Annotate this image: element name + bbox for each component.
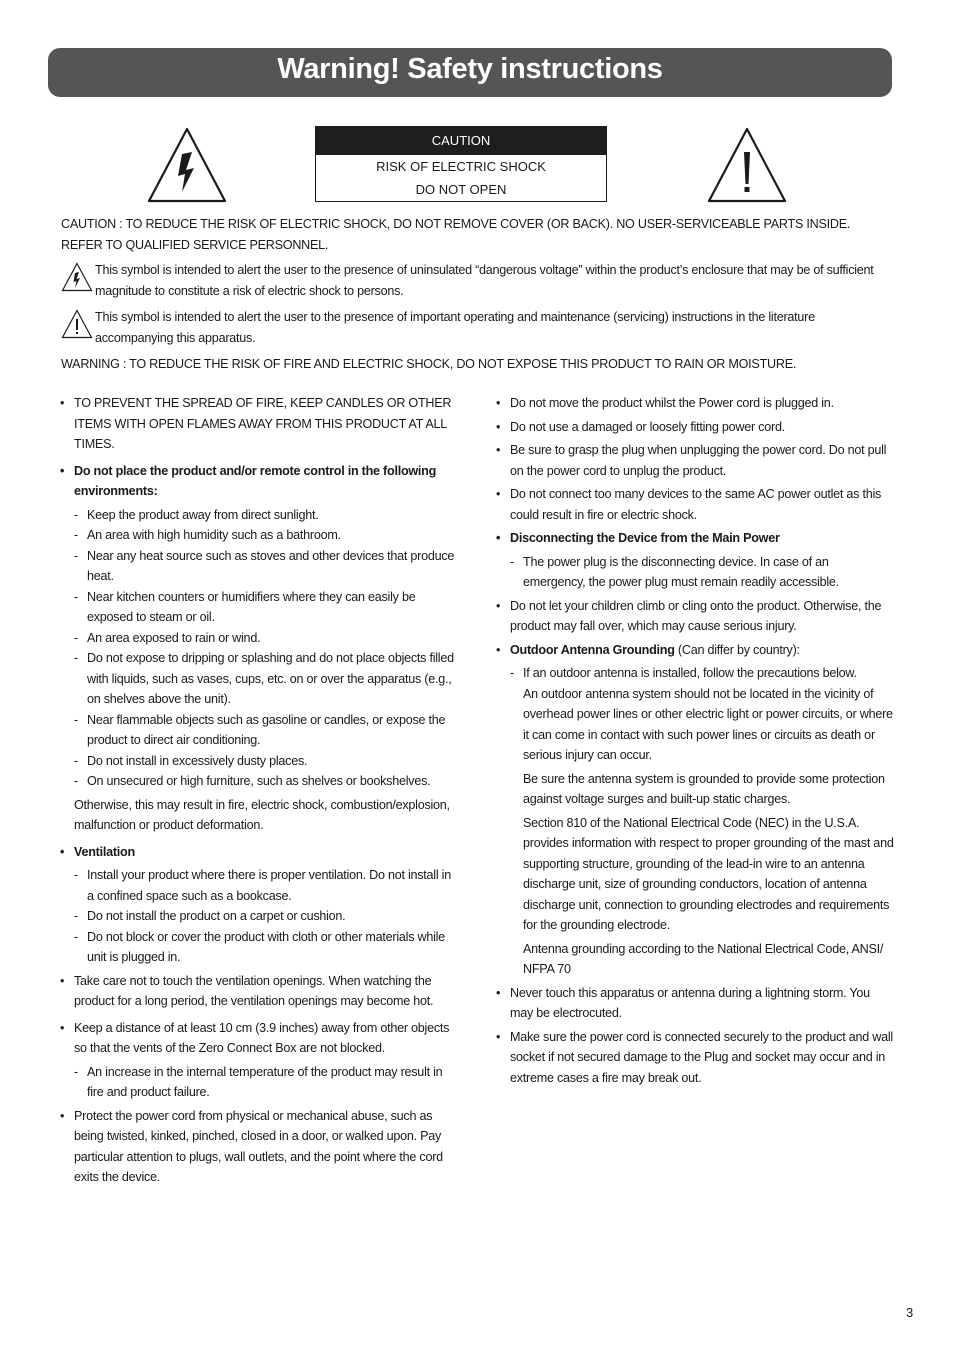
small-lightning-icon bbox=[61, 262, 93, 292]
caution-label bbox=[315, 126, 607, 202]
sub-item: - Do not install the product on a carpet or cushion. bbox=[60, 906, 460, 927]
sub-item: - The power plug is the disconnecting device. In case of an emergency, the power plug must remain readily accessible. bbox=[496, 552, 894, 593]
antenna-paragraph: An outdoor antenna system should not be located in the vicinity of overhead power lines or other electric light or power circuits, or where it can come in contact with such power lines or circuits as death or serious injury can occur. bbox=[523, 686, 893, 762]
sub-item: - Do not install in excessively dusty places. bbox=[60, 751, 460, 772]
list-heading: • Disconnecting the Device from the Main Power bbox=[496, 528, 894, 549]
antenna-paragraph: Be sure the antenna system is grounded to provide some protection against voltage surges and built-up static charges. bbox=[523, 771, 885, 806]
list-item: • Protect the power cord from physical or mechanical abuse, such as being twisted, kinked, pinched, closed in a door, or walked upon. Pay particular attention to plugs, wall outlets, and the point where the cord exits the device. bbox=[60, 1106, 460, 1188]
caution-label-header: CAUTION bbox=[316, 127, 606, 155]
small-exclamation-icon bbox=[61, 309, 93, 339]
list-item: • Do not let your children climb or cling onto the product. Otherwise, the product may fall over, which may cause serious injury. bbox=[496, 596, 894, 637]
list-item: • Do not move the product whilst the Power cord is plugged in. bbox=[496, 393, 894, 414]
sub-item: - Near kitchen counters or humidifiers where they can easily be exposed to steam or oil. bbox=[60, 587, 460, 628]
sub-item: - Keep the product away from direct sunlight. bbox=[60, 505, 460, 526]
caution-label-line1: RISK OF ELECTRIC SHOCK bbox=[376, 159, 546, 174]
right-column bbox=[496, 393, 894, 1091]
list-item: • TO PREVENT THE SPREAD OF FIRE, KEEP CANDLES OR OTHER ITEMS WITH OPEN FLAMES AWAY FROM THIS PRODUCT AT ALL TIMES. bbox=[60, 393, 460, 455]
sub-item: - Near any heat source such as stoves and other devices that produce heat. bbox=[60, 546, 460, 587]
left-column bbox=[60, 393, 460, 1191]
list-item: • Never touch this apparatus or antenna during a lightning storm. You may be electrocuted. bbox=[496, 983, 894, 1024]
list-item: • Do not connect too many devices to the same AC power outlet as this could result in fire or electric shock. bbox=[496, 484, 894, 525]
exclamation-warning-icon bbox=[706, 126, 788, 204]
antenna-paragraph: Antenna grounding according to the National Electrical Code, ANSI/ NFPA 70 bbox=[523, 941, 884, 976]
antenna-heading: Outdoor Antenna Grounding bbox=[510, 642, 675, 657]
sub-item: - An increase in the internal temperature of the product may result in fire and product failure. bbox=[60, 1062, 460, 1103]
sub-item: - On unsecured or high furniture, such as shelves or bookshelves. bbox=[60, 771, 460, 792]
sub-item: - Install your product where there is proper ventilation. Do not install in a confined space such as a bookcase. bbox=[60, 865, 460, 906]
list-item: • Keep a distance of at least 10 cm (3.9 inches) away from other objects so that the vents of the Zero Connect Box are not blocked. bbox=[60, 1018, 460, 1059]
title-banner bbox=[48, 48, 892, 97]
list-item: • Take care not to touch the ventilation openings. When watching the product for a long period, the ventilation openings may become hot. bbox=[60, 971, 460, 1012]
exclamation-symbol-row bbox=[61, 307, 891, 349]
caution-label-line2: DO NOT OPEN bbox=[415, 182, 507, 197]
list-heading: • Ventilation bbox=[60, 842, 460, 863]
exclamation-symbol-text: This symbol is intended to alert the user to the presence of important operating and maintenance (servicing) instructions in the literature accompanying this apparatus. bbox=[95, 310, 815, 345]
sub-item: - An area with high humidity such as a bathroom. bbox=[60, 525, 460, 546]
sub-item: - If an outdoor antenna is installed, follow the precautions below. bbox=[496, 663, 894, 684]
caution-text: CAUTION : TO REDUCE THE RISK OF ELECTRIC SHOCK, DO NOT REMOVE COVER (OR BACK). NO USER-SERVICEABLE PARTS INSIDE. REFER TO QUALIFIED SERVICE PERSONNEL. bbox=[61, 217, 851, 252]
sub-item: - An area exposed to rain or wind. bbox=[60, 628, 460, 649]
sub-item: - Near flammable objects such as gasoline or candles, or expose the product to direct air conditioning. bbox=[60, 710, 460, 751]
list-heading-antenna bbox=[496, 640, 894, 661]
voltage-symbol-text: This symbol is intended to alert the user to the presence of uninsulated “dangerous voltage” within the product’s enclosure that may be of sufficient magnitude to constitute a risk of electric shock to persons. bbox=[95, 263, 874, 298]
list-item: • Be sure to grasp the plug when unplugging the power cord. Do not pull on the power cord to unplug the product. bbox=[496, 440, 894, 481]
list-heading: • Do not place the product and/or remote control in the following environments: bbox=[60, 461, 460, 502]
sub-item: - Do not block or cover the product with cloth or other materials while unit is plugged in. bbox=[60, 927, 460, 968]
list-item: • Make sure the power cord is connected securely to the product and wall socket if not secured damage to the Plug and socket may occur and in extreme cases a fire may break out. bbox=[496, 1027, 894, 1089]
note-text: Otherwise, this may result in fire, electric shock, combustion/explosion, malfunction or product deformation. bbox=[74, 797, 450, 832]
antenna-heading-note: (Can differ by country): bbox=[674, 642, 800, 657]
warning-text: WARNING : TO REDUCE THE RISK OF FIRE AND ELECTRIC SHOCK, DO NOT EXPOSE THIS PRODUCT TO RAIN OR MOISTURE. bbox=[61, 357, 797, 371]
lightning-warning-icon bbox=[146, 126, 228, 204]
voltage-symbol-row bbox=[61, 260, 891, 302]
antenna-paragraph: Section 810 of the National Electrical Code (NEC) in the U.S.A. provides information with respect to proper grounding of the mast and supporting structure, grounding of the lead-in wire to an antenna discharge unit, size of grounding conductors, location of antenna discharge unit, connection to grounding electrodes and requirements for the grounding electrode. bbox=[523, 815, 894, 932]
list-item: • Do not use a damaged or loosely fitting power cord. bbox=[496, 417, 894, 438]
sub-item: - Do not expose to dripping or splashing and do not place objects filled with liquids, such as vases, cups, etc. on or over the apparatus (e.g., on shelves above the unit). bbox=[60, 648, 460, 710]
page-number: 3 bbox=[906, 1305, 914, 1320]
page-title: Warning! Safety instructions bbox=[277, 53, 663, 85]
